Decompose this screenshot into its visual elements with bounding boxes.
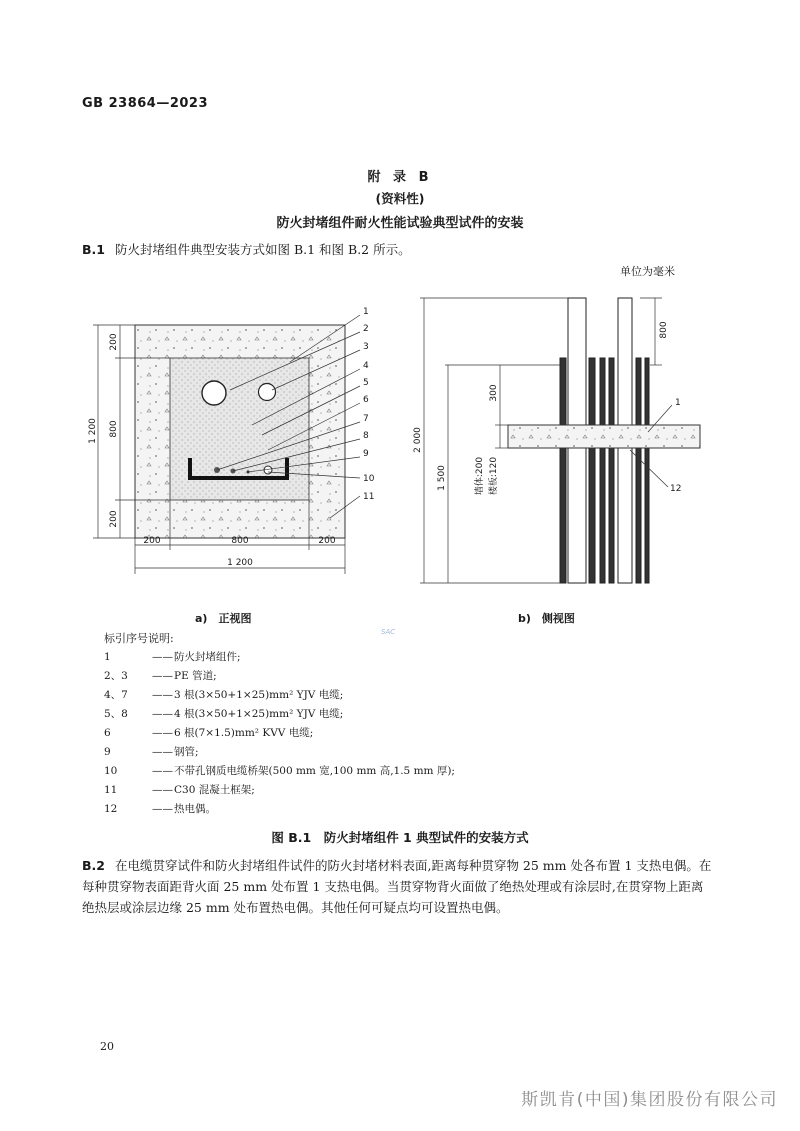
legend-item	[104, 781, 455, 800]
dim-bot-200: 200	[109, 510, 119, 528]
section-b1-number: B.1	[82, 242, 105, 257]
legend-text: 热电偶。	[174, 803, 216, 815]
legend-item	[104, 648, 455, 667]
legend-title: 标引序号说明:	[104, 632, 174, 645]
section-b2-number: B.2	[82, 858, 105, 873]
legend-num: 9	[104, 746, 111, 758]
legend-text: PE 管道;	[174, 670, 217, 682]
legend-dash: ——	[152, 670, 173, 682]
section-b1-text: 防火封堵组件典型安装方式如图 B.1 和图 B.2 所示。	[114, 242, 411, 257]
dim-total-1200: 1 200	[88, 418, 98, 444]
pe-pipe-small	[259, 384, 276, 401]
appendix-title: 附 录 B	[367, 170, 433, 185]
front-view-drawing	[90, 300, 390, 580]
pe-pipe-large	[202, 381, 226, 405]
dim-width-800: 800	[231, 536, 249, 546]
legend-text: 钢管;	[174, 746, 199, 758]
dim-upper-800: 800	[659, 321, 669, 339]
cable-run-5	[636, 358, 641, 583]
unit-note: 单位为毫米	[620, 265, 675, 278]
figure-title: 图 B.1 防火封堵组件 1 典型试件的安装方式	[271, 830, 529, 845]
dim-mid-800: 800	[109, 420, 119, 438]
legend-num: 5、8	[104, 708, 128, 720]
side-callout: 12	[670, 484, 682, 494]
legend-text: 3 根(3×50+1×25)mm² YJV 电缆;	[174, 689, 344, 701]
front-view-caption: a) 正视图	[195, 612, 252, 625]
front-callout: 8	[363, 431, 369, 441]
legend-num: 10	[104, 765, 118, 777]
legend-item	[104, 743, 455, 762]
legend-text: 不带孔钢质电缆桥架(500 mm 宽,100 mm 高,1.5 mm 厚);	[174, 765, 455, 777]
legend-dash: ——	[152, 708, 173, 720]
section-b1	[82, 240, 411, 258]
front-callout: 9	[363, 449, 369, 459]
dim-wall-200: 墙体:200	[475, 456, 485, 496]
front-callout: 1	[363, 307, 369, 317]
side-view-caption: b) 侧视图	[518, 612, 575, 625]
appendix-subtitle: (资料性)	[375, 191, 425, 206]
legend-dash: ——	[152, 727, 173, 739]
page-number: 20	[100, 1040, 114, 1053]
front-callout: 4	[363, 361, 369, 371]
legend-text: C30 混凝土框架;	[174, 784, 255, 796]
legend-item	[104, 724, 455, 743]
legend-text: 防火封堵组件;	[174, 651, 241, 663]
appendix-heading: 防火封堵组件耐火性能试验典型试件的安装	[276, 216, 524, 231]
cable-run-6	[645, 358, 649, 583]
dim-top-200: 200	[109, 333, 119, 351]
dim-lower-1500: 1 500	[437, 465, 447, 491]
legend-num: 1	[104, 651, 111, 663]
legend-text: 4 根(3×50+1×25)mm² YJV 电缆;	[174, 708, 344, 720]
legend-dash: ——	[152, 765, 173, 777]
side-callout: 1	[675, 398, 681, 408]
legend-num: 6	[104, 727, 111, 739]
legend-num: 11	[104, 784, 118, 796]
dim-left-200: 200	[143, 536, 161, 546]
footer-company: 斯凯肯(中国)集团股份有限公司	[521, 1090, 778, 1110]
front-callout: 3	[363, 342, 369, 352]
legend-item	[104, 705, 455, 724]
legend-dash: ——	[152, 746, 173, 758]
section-b2	[82, 855, 712, 918]
dim-total-2000: 2 000	[413, 427, 423, 453]
sac-watermark: SAC	[381, 628, 396, 636]
legend-dash: ——	[152, 689, 173, 701]
legend-text: 6 根(7×1.5)mm² KVV 电缆;	[174, 727, 314, 739]
front-callout: 11	[363, 492, 375, 502]
section-b2-text: 在电缆贯穿试件和防火封堵组件试件的防火封堵材料表面,距离每种贯穿物 25 mm 处各布置 1 支热电偶。在每种贯穿物表面距背火面 25 mm 处布置 1 支热电偶。当贯穿物背火面做了绝热处理或有涂层时,在贯穿物上距离绝热层或涂层边缘 25 mm 处布置热电偶。其他任何可疑点均可设置热电偶。	[82, 858, 712, 915]
dim-right-200: 200	[318, 536, 336, 546]
legend-list	[104, 648, 455, 819]
cable-run	[560, 358, 566, 583]
legend-item	[104, 686, 455, 705]
cable-run-3	[600, 358, 605, 583]
dim-floor-120: 楼板:120	[489, 456, 499, 496]
legend-num: 12	[104, 803, 118, 815]
legend-item	[104, 762, 455, 781]
front-callout: 2	[363, 324, 369, 334]
legend-item	[104, 800, 455, 819]
front-callout: 5	[363, 378, 369, 388]
legend-item	[104, 667, 455, 686]
front-callout: 6	[363, 395, 369, 405]
legend-num: 4、7	[104, 689, 128, 701]
floor-slab	[508, 425, 700, 448]
legend-dash: ——	[152, 784, 173, 796]
dim-width-1200: 1 200	[227, 558, 253, 568]
front-callout: 7	[363, 414, 369, 424]
front-callout: 10	[363, 474, 375, 484]
side-view-drawing	[400, 290, 700, 590]
standard-number: GB 23864—2023	[82, 96, 209, 111]
dim-upper-300: 300	[489, 384, 499, 402]
legend-num: 2、3	[104, 670, 128, 682]
legend-dash: ——	[152, 803, 173, 815]
cable-run-4	[609, 358, 614, 583]
cable-run-2	[589, 358, 595, 583]
legend-dash: ——	[152, 651, 173, 663]
